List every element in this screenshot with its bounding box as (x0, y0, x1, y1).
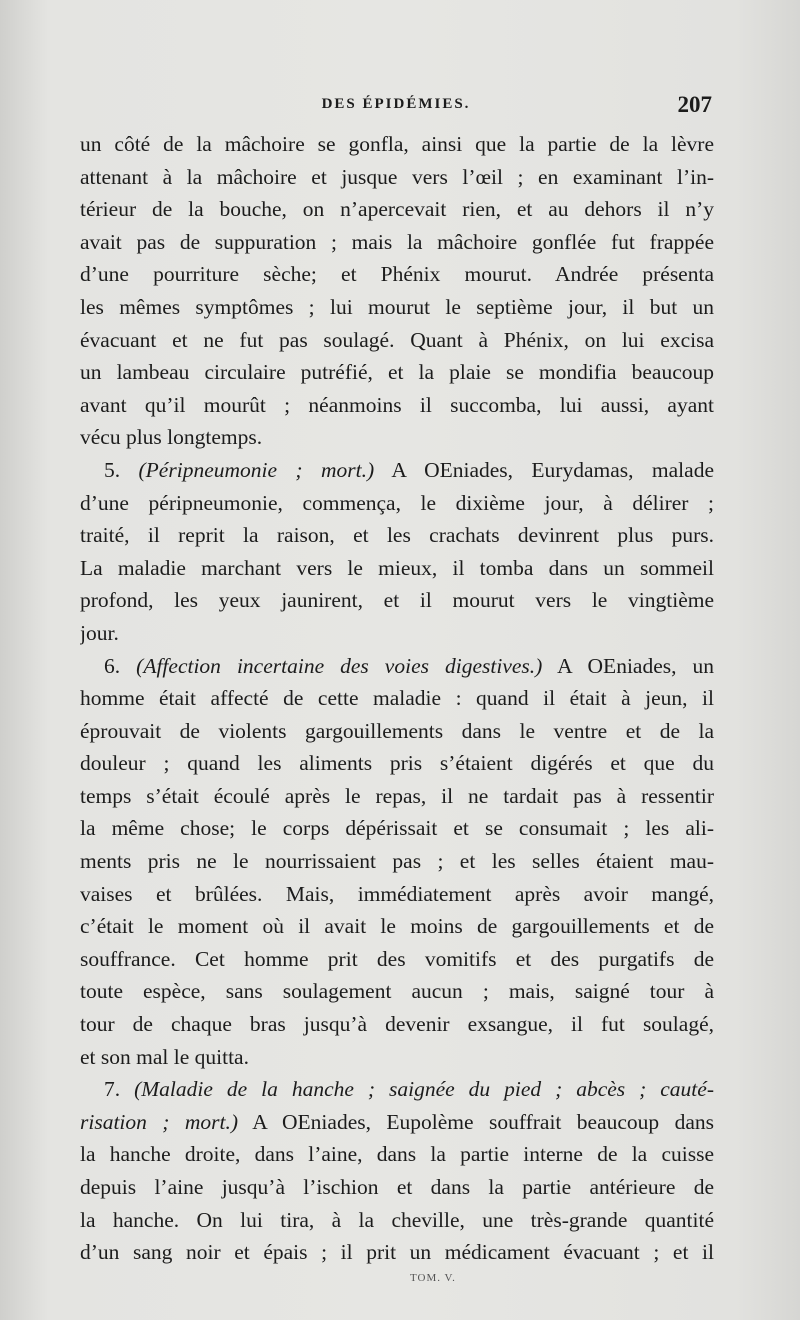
text-span: A OEniades, Eupolème souffrait beaucoup dans (252, 1109, 714, 1134)
text-line: traité, il reprit la raison, et les crachats devinrent plus purs. (80, 523, 714, 548)
section-6-first-line (80, 650, 714, 683)
page-body (80, 128, 714, 1269)
section-7-second-line (80, 1106, 714, 1139)
text-line: homme était affecté de cette maladie : quand il était à jeun, il (80, 686, 714, 711)
text-line: évacuant et ne fut pas soulagé. Quant à Phénix, on lui excisa (80, 327, 714, 352)
text-line: attenant à la mâchoire et jusque vers l’œil ; en examinant l’in- (80, 164, 714, 189)
text-line: ments pris ne le nourrissaient pas ; et les selles étaient mau- (80, 849, 714, 874)
text-line: la même chose; le corps dépérissait et se consumait ; les ali- (80, 816, 714, 841)
text-line: d’une péripneumonie, commença, le dixième jour, à délirer ; (80, 490, 714, 515)
text-line: depuis l’aine jusqu’à l’ischion et dans la partie antérieure de (80, 1175, 714, 1199)
page-number: 207 (677, 92, 712, 117)
text-span: A OEniades, un (557, 653, 714, 678)
section-number: 5. (104, 457, 121, 482)
section-number: 7. (104, 1077, 121, 1102)
text-line: avant qu’il mourût ; néanmoins il succomba, lui aussi, ayant (80, 392, 714, 417)
text-line: et son mal le quitta. (80, 1044, 249, 1069)
text-line: temps s’était écoulé après le repas, il ne tardait pas à ressentir (80, 783, 714, 808)
text-line: la hanche. On lui tira, à la cheville, une très-grande quantité (80, 1207, 714, 1232)
text-line: la hanche droite, dans l’aine, dans la partie interne de la cuisse (80, 1142, 714, 1167)
text-line: térieur de la bouche, on n’apercevait rien, et au dehors il n’y (80, 197, 714, 222)
section-title: (Maladie de la hanche ; saignée du pied ; abcès ; cauté- (134, 1077, 714, 1102)
text-line: souffrance. Cet homme prit des vomitifs et des purgatifs de (80, 946, 714, 971)
section-title: (Péripneumonie ; mort.) (138, 457, 375, 482)
text-span: A OEniades, Eurydamas, malade (391, 457, 714, 482)
page-footer (80, 1272, 714, 1284)
text-line: vaises et brûlées. Mais, immédiatement après avoir mangé, (80, 881, 714, 906)
text-line: jour. (80, 620, 119, 645)
text-line: d’un sang noir et épais ; il prit un médicament évacuant ; et il (80, 1240, 714, 1265)
text-line: un côté de la mâchoire se gonfla, ainsi que la partie de la lèvre (80, 132, 714, 156)
running-head: DES ÉPIDÉMIES. (321, 96, 471, 112)
text-line: un lambeau circulaire putréfié, et la plaie se mondifia beaucoup (80, 360, 714, 385)
section-5-first-line (80, 454, 714, 487)
section-number: 6. (104, 653, 121, 678)
text-line: douleur ; quand les aliments pris s’étaient digérés et que du (80, 751, 714, 776)
signature-mark: TOM. V. (410, 1272, 456, 1284)
text-line: toute espèce, sans soulagement aucun ; mais, saigné tour à (80, 979, 714, 1004)
text-line: éprouvait de violents gargouillements dans le ventre et de la (80, 718, 714, 743)
text-line: tour de chaque bras jusqu’à devenir exsangue, il fut soulagé, (80, 1012, 714, 1037)
section-title: (Affection incertaine des voies digestives.) (136, 653, 543, 678)
text-line: c’était le moment où il avait le moins de gargouillements et de (80, 914, 714, 939)
section-7-first-line (80, 1073, 714, 1106)
page-header (80, 92, 712, 124)
text-line: d’une pourriture sèche; et Phénix mourut. Andrée présenta (80, 262, 714, 287)
text-line: avait pas de suppuration ; mais la mâchoire gonflée fut frappée (80, 229, 714, 254)
section-title: risation ; mort.) (80, 1109, 239, 1134)
text-line: les mêmes symptômes ; lui mourut le septième jour, il but un (80, 294, 714, 319)
text-line: La maladie marchant vers le mieux, il tomba dans un sommeil (80, 555, 714, 580)
text-line: profond, les yeux jaunirent, et il mourut vers le vingtième (80, 588, 714, 613)
text-line: vécu plus longtemps. (80, 425, 263, 450)
